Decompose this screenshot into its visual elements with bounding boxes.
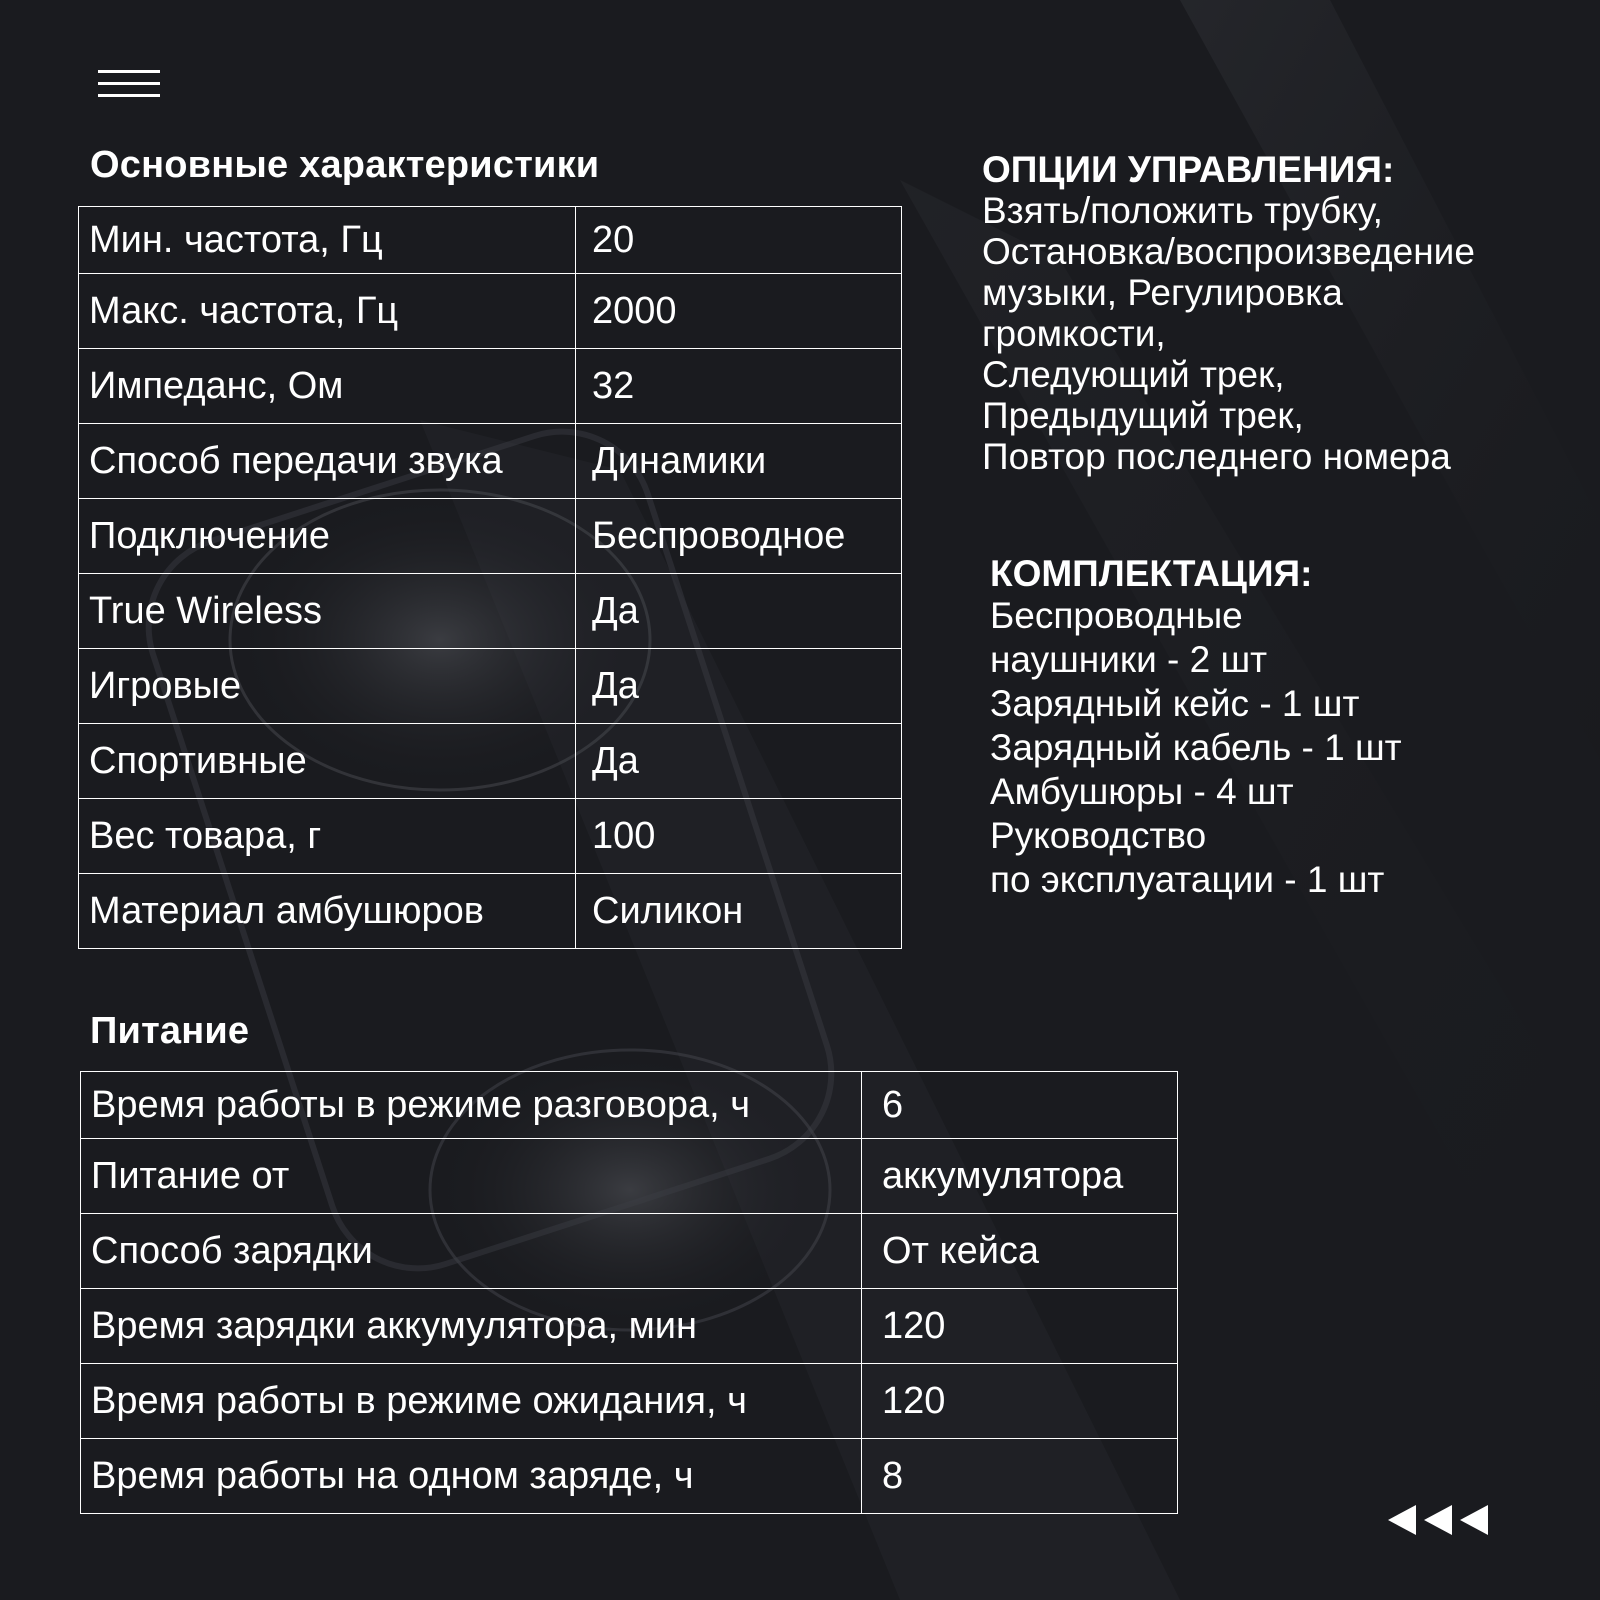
spec-label: Материал амбушюров bbox=[79, 874, 576, 949]
spec-value: 6 bbox=[862, 1072, 1178, 1139]
power-specs-title: Питание bbox=[90, 1010, 250, 1052]
package-contents-title: КОМПЛЕКТАЦИЯ: bbox=[990, 553, 1313, 594]
spec-value: Беспроводное bbox=[576, 499, 902, 574]
spec-label: Мин. частота, Гц bbox=[79, 207, 576, 274]
spec-value: Да bbox=[576, 574, 902, 649]
spec-label: Спортивные bbox=[79, 724, 576, 799]
info-line: Взять/положить трубку, bbox=[982, 190, 1383, 231]
spec-value: Динамики bbox=[576, 424, 902, 499]
spec-value: 2000 bbox=[576, 274, 902, 349]
spec-value: аккумулятора bbox=[862, 1139, 1178, 1214]
table-row bbox=[79, 724, 902, 799]
spec-label: Время работы в режиме разговора, ч bbox=[81, 1072, 862, 1139]
table-row bbox=[79, 207, 902, 274]
spec-value: Да bbox=[576, 724, 902, 799]
info-line: музыки, Регулировка bbox=[982, 272, 1343, 313]
spec-label: Способ зарядки bbox=[81, 1214, 862, 1289]
spec-value: 120 bbox=[862, 1364, 1178, 1439]
table-row bbox=[79, 274, 902, 349]
spec-label: True Wireless bbox=[79, 574, 576, 649]
table-row bbox=[81, 1364, 1178, 1439]
table-row bbox=[79, 499, 902, 574]
info-line: Предыдущий трек, bbox=[982, 395, 1304, 436]
info-line: Зарядный кабель - 1 шт bbox=[990, 727, 1402, 768]
table-row bbox=[79, 574, 902, 649]
spec-value: Да bbox=[576, 649, 902, 724]
info-line: Беспроводные bbox=[990, 595, 1243, 636]
table-row bbox=[81, 1289, 1178, 1364]
main-specs-title: Основные характеристики bbox=[90, 144, 600, 186]
info-line: Следующий трек, bbox=[982, 354, 1285, 395]
left-arrow-icon bbox=[1424, 1505, 1452, 1535]
table-row bbox=[81, 1072, 1178, 1139]
info-line: по эксплуатации - 1 шт bbox=[990, 859, 1385, 900]
spec-label: Способ передачи звука bbox=[79, 424, 576, 499]
table-row bbox=[81, 1214, 1178, 1289]
spec-value: От кейса bbox=[862, 1214, 1178, 1289]
control-options-block bbox=[982, 150, 1475, 477]
triple-left-arrows-icon[interactable] bbox=[1388, 1505, 1488, 1535]
spec-value: Силикон bbox=[576, 874, 902, 949]
spec-label: Игровые bbox=[79, 649, 576, 724]
spec-label: Вес товара, г bbox=[79, 799, 576, 874]
table-row bbox=[79, 799, 902, 874]
left-arrow-icon bbox=[1460, 1505, 1488, 1535]
spec-label: Время работы на одном заряде, ч bbox=[81, 1439, 862, 1514]
table-row bbox=[81, 1139, 1178, 1214]
info-line: Остановка/воспроизведение bbox=[982, 231, 1475, 272]
control-options-title: ОПЦИИ УПРАВЛЕНИЯ: bbox=[982, 149, 1395, 190]
table-row bbox=[79, 349, 902, 424]
info-line: Руководство bbox=[990, 815, 1207, 856]
spec-label: Импеданс, Ом bbox=[79, 349, 576, 424]
table-row bbox=[79, 874, 902, 949]
table-row bbox=[81, 1439, 1178, 1514]
spec-value: 8 bbox=[862, 1439, 1178, 1514]
spec-value: 32 bbox=[576, 349, 902, 424]
spec-label: Подключение bbox=[79, 499, 576, 574]
info-line: Амбушюры - 4 шт bbox=[990, 771, 1294, 812]
package-contents-block bbox=[990, 554, 1402, 902]
info-line: громкости, bbox=[982, 313, 1166, 354]
info-line: Зарядный кейс - 1 шт bbox=[990, 683, 1360, 724]
spec-label: Макс. частота, Гц bbox=[79, 274, 576, 349]
hamburger-menu-icon[interactable] bbox=[98, 70, 160, 100]
spec-value: 120 bbox=[862, 1289, 1178, 1364]
spec-label: Питание от bbox=[81, 1139, 862, 1214]
info-line: наушники - 2 шт bbox=[990, 639, 1268, 680]
left-arrow-icon bbox=[1388, 1505, 1416, 1535]
main-specs-table bbox=[78, 206, 902, 949]
spec-value: 100 bbox=[576, 799, 902, 874]
table-row bbox=[79, 649, 902, 724]
spec-label: Время работы в режиме ожидания, ч bbox=[81, 1364, 862, 1439]
spec-label: Время зарядки аккумулятора, мин bbox=[81, 1289, 862, 1364]
table-row bbox=[79, 424, 902, 499]
spec-value: 20 bbox=[576, 207, 902, 274]
power-specs-table bbox=[80, 1071, 1178, 1514]
info-line: Повтор последнего номера bbox=[982, 436, 1451, 477]
